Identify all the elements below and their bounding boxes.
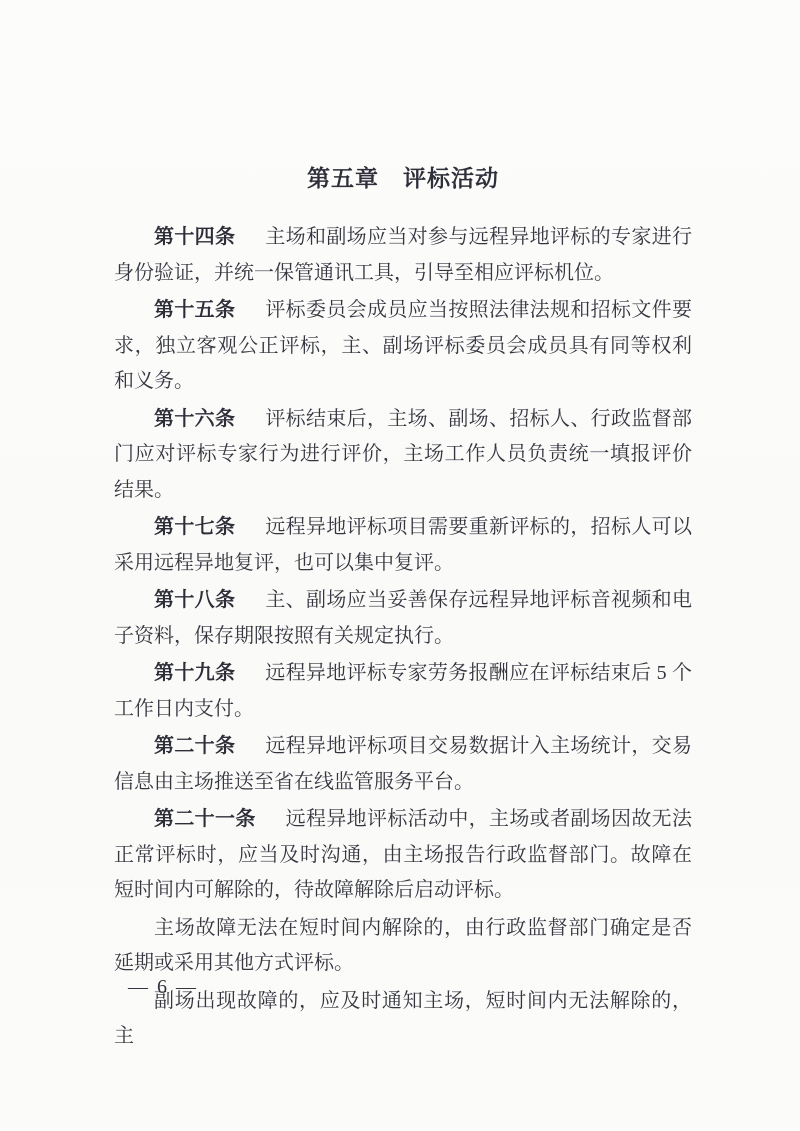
article-paragraph [114,583,692,654]
article-label: 第十六条 [154,407,236,430]
article-text: 主、副场应当妥善保存远程异地评标音视频和电子资料，保存期限按照有关规定执行。 [114,589,693,647]
document-body [114,220,692,1055]
article-paragraph [114,656,692,727]
article-text: 副场出现故障的，应及时通知主场，短时间内无法解除的，主 [114,989,692,1047]
article-text: 远程异地评标活动中，主场或者副场因故无法正常评标时，应当及时沟通，由主场报告行政监督部门。故障在短时间内可解除的，待故障解除后启动评标。 [114,808,693,901]
article-text: 远程异地评标专家劳务报酬应在评标结束后 5 个工作日内支付。 [114,662,693,720]
article-text: 远程异地评标项目需要重新评标的，招标人可以采用远程异地复评，也可以集中复评。 [114,516,693,574]
article-paragraph [114,220,692,291]
article-text: 远程异地评标项目交易数据计入主场统计，交易信息由主场推送至省在线监管服务平台。 [114,735,693,793]
article-text: 评标结束后，主场、副场、招标人、行政监督部门应对评标专家行为进行评价，主场工作人员负责统一填报评价结果。 [114,407,693,501]
article-label: 第十九条 [154,662,236,684]
article-paragraph [114,293,692,400]
article-text: 主场和副场应当对参与远程异地评标的专家进行身份验证，并统一保管通讯工具，引导至相应评标机位。 [114,226,693,284]
article-paragraph [114,510,692,581]
article-label: 第二十一条 [154,808,256,830]
page-number: — 6 — [128,976,198,998]
article-paragraph [114,911,692,982]
article-text: 主场故障无法在短时间内解除的，由行政监督部门确定是否延期或采用其他方式评标。 [114,916,692,974]
article-label: 第十七条 [154,516,236,538]
article-paragraph [114,402,692,509]
article-label: 第十五条 [154,299,236,321]
article-paragraph [114,802,692,909]
document-content [114,160,692,1057]
article-text: 评标委员会成员应当按照法律法规和招标文件要求，独立客观公正评标，主、副场评标委员会成员具有同等权利和义务。 [114,299,693,392]
article-label: 第十四条 [154,226,236,248]
chapter-title: 第五章 评标活动 [307,166,499,191]
article-label: 第十八条 [154,589,236,611]
article-paragraph [114,729,692,800]
article-label: 第二十条 [154,735,236,757]
article-paragraph [114,984,692,1055]
